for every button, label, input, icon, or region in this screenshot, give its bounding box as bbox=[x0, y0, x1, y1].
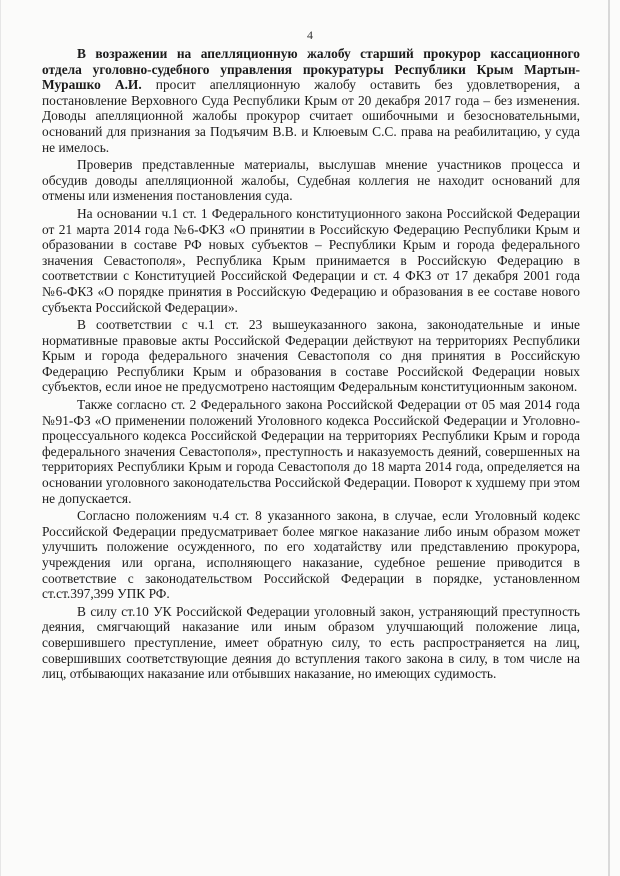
page-number: 4 bbox=[307, 28, 313, 42]
paragraph-review: Проверив представленные материалы, выслушав мнение участников процесса и обсудив доводы апелляционной жалобы, Судебная коллегия не находит оснований для отмены или изменения постановления суда. bbox=[42, 157, 580, 204]
document-body bbox=[42, 46, 580, 682]
scan-right-edge bbox=[608, 0, 610, 876]
paragraph-fkz-admission: На основании ч.1 ст. 1 Федерального конституционного закона Российской Федерации от 21 марта 2014 года №6-ФКЗ «О принятии в Российскую Федерацию Республики Крым и образовании в составе РФ новых субъектов – Республики Крым и города федерального значения Севастополя», Республика Крым принимается в Российскую Федерацию в соответствии с Конституцией Российской Федерации и ст. 4 ФКЗ от 17 декабря 2001 года №6-ФКЗ «О порядке принятия в Российскую Федерацию и образования в ее составе нового субъекта Российской Федерации». bbox=[42, 205, 580, 315]
paragraph-text: просит апелляционную жалобу оставить без удовлетворения, а постановление Верховного Суда Республики Крым от 20 декабря 2017 года – без изменения. Доводы апелляционной жалобы прокурор считает ошибочными и безосновательными, оснований для признания за Подъячим В.В. и Клюевым С.С. права на реабилитацию, у суда не имелось. bbox=[42, 77, 580, 155]
paragraph-article-8: Согласно положениям ч.4 ст. 8 указанного закона, в случае, если Уголовный кодекс Российской Федерации предусматривает более мягкое наказание либо иным образом может улучшить положение осужденного, по его ходатайству или представлению прокурора, учреждения или органа, исполняющего наказание, судебное решение приводится в соответствие с законодательством Российской Федерации в порядке, установленном ст.ст.397,399 УПК РФ. bbox=[42, 508, 580, 602]
scan-left-edge bbox=[0, 0, 1, 876]
paragraph-federal-law-91: Также согласно ст. 2 Федерального закона Российской Федерации от 05 мая 2014 года №91-ФЗ «О применении положений Уголовного кодекса Российской Федерации и Уголовно-процессуального кодекса Российской Федерации на территориях Республики Крым и города федерального значения Севастополя», преступность и наказуемость деяний, совершенных на территориях Республики Крым и города Севастополя до 18 марта 2014 года, определяется на основании уголовного законодательства Российской Федерации. Поворот к худшему при этом не допускается. bbox=[42, 397, 580, 506]
paragraph-article-23: В соответствии с ч.1 ст. 23 вышеуказанного закона, законодательные и иные нормативные правовые акты Российской Федерации действуют на территориях Республики Крым и города федерального значения Севастополя со дня принятия в Российскую Федерацию Республики Крым и образования в составе Российской Федерации новых субъектов, если иное не предусмотрено настоящим Федеральным конституционным законом. bbox=[42, 317, 580, 395]
paragraph-article-10: В силу ст.10 УК Российской Федерации уголовный закон, устраняющий преступность деяния, смягчающий наказание или иным образом улучшающий положение лица, совершившего преступление, имеет обратную силу, то есть распространяется на лиц, совершивших соответствующие деяния до вступления такого закона в силу, в том числе на лиц, отбывающих наказание или отбывших наказание, но имеющих судимость. bbox=[42, 603, 580, 682]
paragraph-objection bbox=[42, 46, 580, 155]
paragraph-bold-lead: В возражении на апелляционную жалобу старший прокурор кассационного отдела уголовно-судебного управления прокуратуры Республики Крым Мартын-Мурашко А.И. bbox=[42, 46, 580, 93]
